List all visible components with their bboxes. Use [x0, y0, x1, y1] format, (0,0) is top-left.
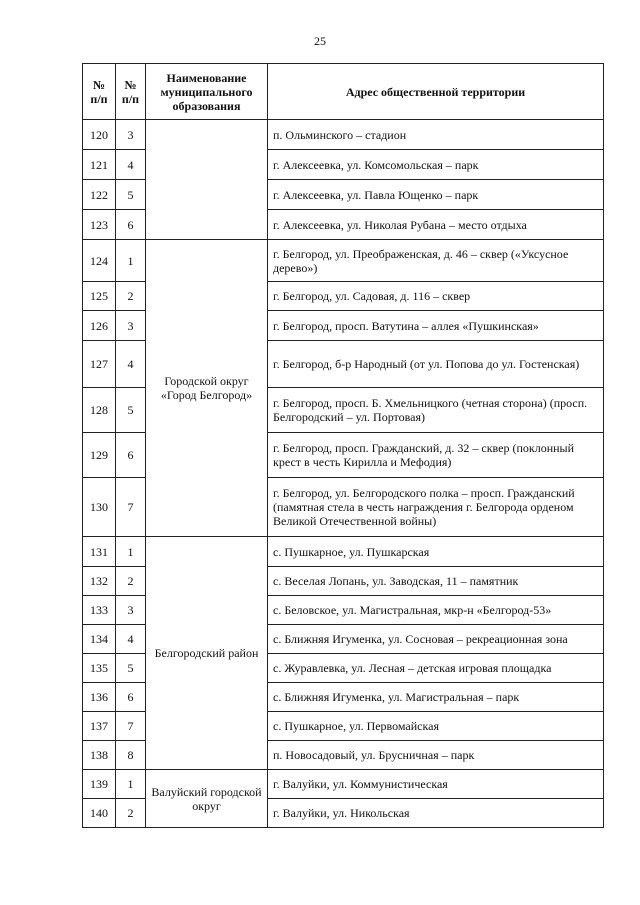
row-sub-number: 6	[116, 433, 146, 478]
municipality-cell: Городской округ «Город Белгород»	[146, 240, 268, 537]
row-number: 128	[83, 388, 116, 433]
row-number: 127	[83, 341, 116, 388]
address-cell: г. Валуйки, ул. Коммунистическая	[268, 770, 604, 799]
row-number: 125	[83, 282, 116, 311]
row-number: 121	[83, 150, 116, 180]
row-number: 137	[83, 712, 116, 741]
row-sub-number: 7	[116, 712, 146, 741]
row-sub-number: 4	[116, 625, 146, 654]
municipality-cell: Валуйский городской округ	[146, 770, 268, 828]
header-num: № п/п	[83, 64, 116, 120]
row-number: 134	[83, 625, 116, 654]
address-cell: с. Ближняя Игуменка, ул. Магистральная – парк	[268, 683, 604, 712]
row-sub-number: 5	[116, 388, 146, 433]
row-sub-number: 3	[116, 311, 146, 341]
row-sub-number: 3	[116, 120, 146, 150]
row-sub-number: 4	[116, 150, 146, 180]
row-number: 132	[83, 567, 116, 596]
row-sub-number: 3	[116, 596, 146, 625]
row-sub-number: 2	[116, 567, 146, 596]
row-number: 129	[83, 433, 116, 478]
table-row	[83, 537, 604, 567]
row-number: 123	[83, 210, 116, 240]
table-row	[83, 240, 604, 282]
row-sub-number: 4	[116, 341, 146, 388]
address-cell: с. Беловское, ул. Магистральная, мкр-н «Белгород-53»	[268, 596, 604, 625]
row-number: 140	[83, 799, 116, 828]
address-cell: с. Ближняя Игуменка, ул. Сосновая – рекреационная зона	[268, 625, 604, 654]
row-sub-number: 1	[116, 240, 146, 282]
address-cell: г. Белгород, ул. Садовая, д. 116 – сквер	[268, 282, 604, 311]
municipality-cell	[146, 120, 268, 240]
address-cell: п. Ольминского – стадион	[268, 120, 604, 150]
address-cell: с. Пушкарное, ул. Первомайская	[268, 712, 604, 741]
row-number: 130	[83, 478, 116, 537]
address-cell: г. Белгород, б-р Народный (от ул. Попова до ул. Гостенская)	[268, 341, 604, 388]
row-number: 139	[83, 770, 116, 799]
row-number: 124	[83, 240, 116, 282]
address-cell: г. Валуйки, ул. Никольская	[268, 799, 604, 828]
row-sub-number: 8	[116, 741, 146, 770]
address-cell: г. Алексеевка, ул. Комсомольская – парк	[268, 150, 604, 180]
address-cell: г. Алексеевка, ул. Павла Ющенко – парк	[268, 180, 604, 210]
row-sub-number: 1	[116, 537, 146, 567]
municipality-cell: Белгородский район	[146, 537, 268, 770]
row-number: 133	[83, 596, 116, 625]
row-sub-number: 5	[116, 654, 146, 683]
address-cell: п. Новосадовый, ул. Брусничная – парк	[268, 741, 604, 770]
row-number: 135	[83, 654, 116, 683]
row-number: 136	[83, 683, 116, 712]
table-row	[83, 770, 604, 799]
address-cell: г. Белгород, ул. Белгородского полка – просп. Гражданский (памятная стела в честь награждения г. Белгорода орденом Великой Отечественной войны)	[268, 478, 604, 537]
row-sub-number: 6	[116, 683, 146, 712]
row-number: 122	[83, 180, 116, 210]
address-cell: г. Белгород, просп. Б. Хмельницкого (четная сторона) (просп. Белгородский – ул. Портовая)	[268, 388, 604, 433]
row-number: 131	[83, 537, 116, 567]
row-number: 126	[83, 311, 116, 341]
row-sub-number: 2	[116, 282, 146, 311]
row-sub-number: 5	[116, 180, 146, 210]
header-municipality: Наименование муниципального образования	[146, 64, 268, 120]
table-row	[83, 120, 604, 150]
row-sub-number: 7	[116, 478, 146, 537]
header-sub-num: № п/п	[116, 64, 146, 120]
address-cell: г. Белгород, просп. Гражданский, д. 32 – сквер (поклонный крест в честь Кирилла и Мефодия)	[268, 433, 604, 478]
address-cell: с. Веселая Лопань, ул. Заводская, 11 – памятник	[268, 567, 604, 596]
row-sub-number: 2	[116, 799, 146, 828]
row-sub-number: 6	[116, 210, 146, 240]
row-number: 120	[83, 120, 116, 150]
address-cell: г. Белгород, просп. Ватутина – аллея «Пушкинская»	[268, 311, 604, 341]
table-header-row	[83, 64, 604, 120]
address-cell: с. Журавлевка, ул. Лесная – детская игровая площадка	[268, 654, 604, 683]
header-address: Адрес общественной территории	[268, 64, 604, 120]
public-territories-table	[82, 63, 604, 828]
address-cell: г. Белгород, ул. Преображенская, д. 46 – сквер («Уксусное дерево»)	[268, 240, 604, 282]
page-number: 25	[314, 34, 326, 48]
address-cell: г. Алексеевка, ул. Николая Рубана – место отдыха	[268, 210, 604, 240]
row-number: 138	[83, 741, 116, 770]
address-cell: с. Пушкарное, ул. Пушкарская	[268, 537, 604, 567]
row-sub-number: 1	[116, 770, 146, 799]
